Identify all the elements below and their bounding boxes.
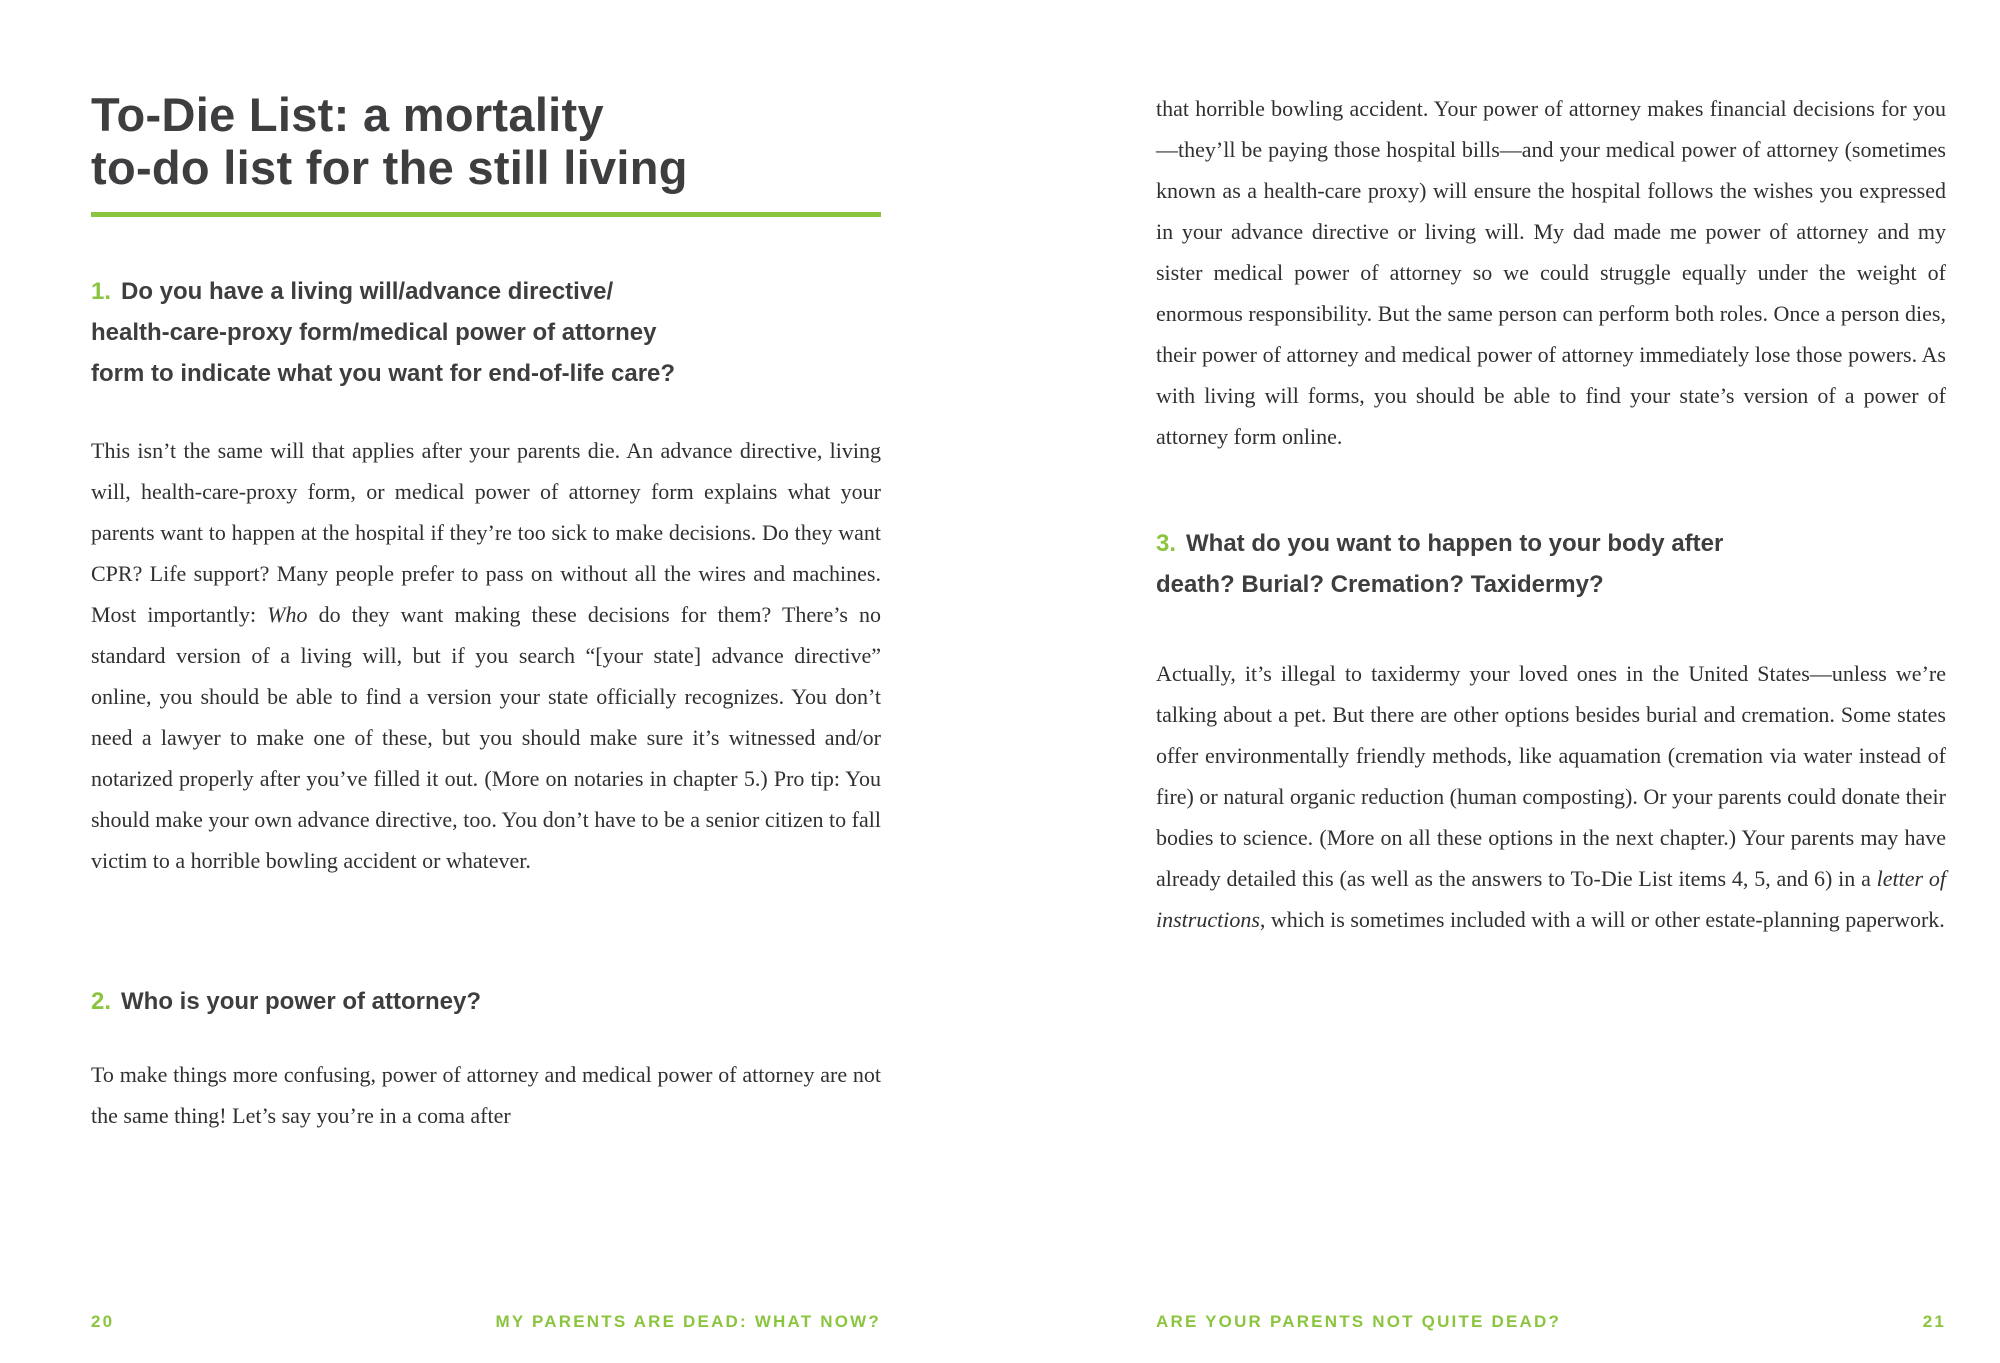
footer-left — [91, 1312, 881, 1332]
page-number-left: 20 — [91, 1312, 115, 1331]
page-left — [91, 88, 881, 1136]
section-2-number: 2. — [91, 988, 112, 1015]
section-1-paragraph: This isn’t the same will that applies after your parents die. An advance directive, living will, health-care-proxy form, or medical power of attorney form explains what your parents want to happen at the hospital if they’re too sick to make decisions. Do they want CPR? Life support? Many people prefer to pass on without all the wires and machines. Most importantly: Who do they want making these decisions for them? There’s no standard version of a living will, but if you search “[your state] advance directive” online, you should be able to find a version your state officially recognizes. You don’t need a lawyer to make one of these, but you should make sure it’s witnessed and/or notarized properly after you’ve filled it out. (More on notaries in chapter 5.) Pro tip: You should make your own advance directive, too. You don’t have to be a senior citizen to fall victim to a horrible bowling accident or whatever. — [91, 438, 882, 873]
section-2-paragraph: To make things more confusing, power of attorney and medical power of attorney are not the same thing! Let’s say you’re in a coma after — [91, 1062, 881, 1128]
section-1-heading-text: Do you have a living will/advance directive/ health-care-proxy form/medical power of attorney form to indicate what you want for end-of-life care? — [91, 278, 676, 387]
section-3-heading-text: What do you want to happen to your body after death? Burial? Cremation? Taxidermy? — [1156, 530, 1724, 598]
running-head-right: ARE YOUR PARENTS NOT QUITE DEAD? — [1156, 1312, 1562, 1331]
chapter-title: To-Die List: a mortality to-do list for the still living — [91, 88, 688, 194]
running-head-left: MY PARENTS ARE DEAD: WHAT NOW? — [495, 1312, 881, 1331]
page-number-right: 21 — [1922, 1312, 1946, 1331]
section-1-heading — [91, 271, 881, 394]
continuation-paragraph: that horrible bowling accident. Your power of attorney makes financial decisions for you—they’ll be paying those hospital bills—and your medical power of attorney (sometimes known as a health-care proxy) will ensure the hospital follows the wishes you expressed in your advance directive or living will. My dad made me power of attorney and my sister medical power of attorney so we could struggle equally under the weight of enormous responsibility. But the same person can perform both roles. Once a person dies, their power of attorney and medical power of attorney immediately lose those powers. As with living will forms, you should be able to find your state’s version of a power of attorney form online. — [1156, 96, 1946, 449]
footer-right — [1156, 1312, 1946, 1332]
section-3-paragraph: Actually, it’s illegal to taxidermy your loved ones in the United States—unless we’re talking about a pet. But there are other options besides burial and cremation. Some states offer environmentally friendly methods, like aquamation (cremation via water instead of fire) or natural organic reduction (human composting). Or your parents could donate their bodies to science. (More on all these options in the next chapter.) Your parents may have already detailed this (as well as the answers to To-Die List items 4, 5, and 6) in a letter of instructions, which is sometimes included with a will or other estate-planning paperwork. — [1156, 661, 1946, 932]
section-3-number: 3. — [1156, 530, 1177, 557]
title-rule — [91, 212, 881, 217]
section-1-number: 1. — [91, 278, 112, 305]
section-3-heading — [1156, 523, 1946, 605]
section-2-heading-text: Who is your power of attorney? — [121, 988, 482, 1015]
page-right — [1156, 88, 1946, 940]
section-2-heading — [91, 981, 881, 1022]
